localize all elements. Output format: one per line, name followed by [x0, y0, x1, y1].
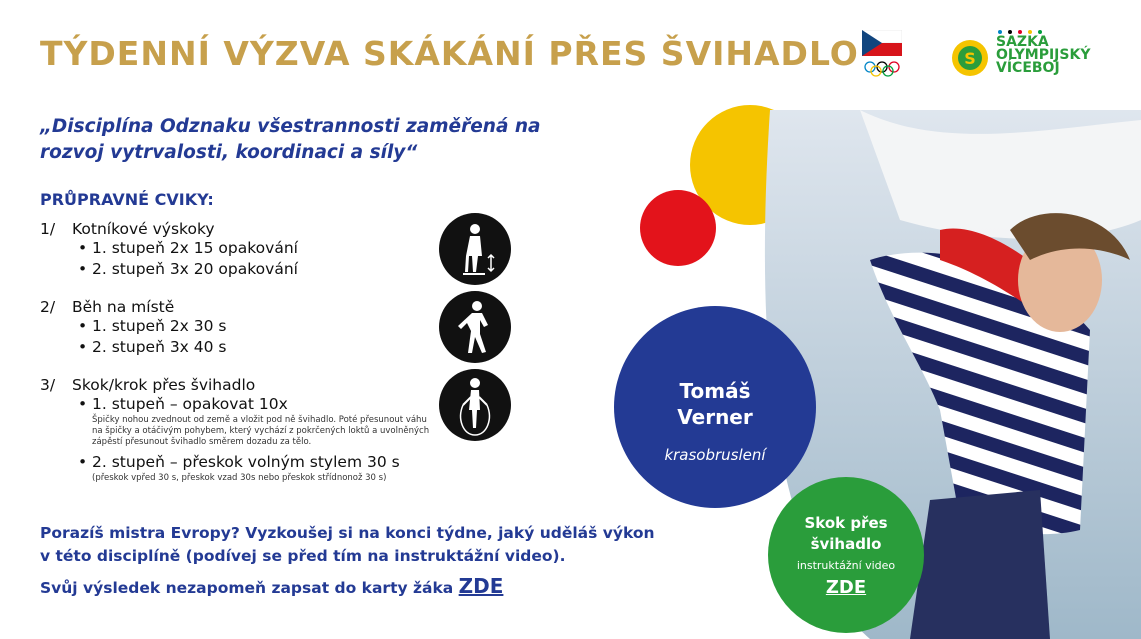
note-text: (přeskok vpřed 30 s, přeskok vzad 30s nebo přeskok střídnonož 30 s): [92, 473, 387, 483]
ankle-hop-icon: [439, 213, 511, 285]
exercise-name: Kotníkové výskoky: [72, 220, 215, 238]
list-item: • 2. stupeň 3x 20 opakování: [78, 259, 298, 280]
svg-text:S: S: [964, 49, 976, 68]
exercise-name: Skok/krok přes švihadlo: [72, 376, 256, 394]
record-line: [40, 575, 503, 600]
logo-line-2: OLYMPIJSKÝ: [996, 47, 1091, 63]
logo-line-3: VÍCEBOJ: [996, 60, 1060, 76]
record-text: Svůj výsledek nezapomeň zapsat do karty žáka: [40, 579, 454, 597]
athlete-last-name: Verner: [677, 405, 753, 429]
list-item: • 2. stupeň – přeskok volným stylem 30 s: [78, 452, 432, 473]
video-line-2: švihadlo: [810, 535, 882, 553]
video-line-1: Skok přes: [804, 514, 888, 532]
logo-text: [996, 36, 1090, 75]
exercise-name: Běh na místě: [72, 298, 175, 316]
olympic-rings-icon: [862, 60, 902, 78]
red-circle: [640, 190, 716, 266]
page-title: TÝDENNÍ VÝZVA SKÁKÁNÍ PŘES ŠVIHADLO: [40, 34, 859, 73]
logo-line-1: SAZKA: [996, 34, 1049, 50]
video-badge[interactable]: [768, 477, 924, 633]
athlete-badge: [614, 306, 816, 508]
challenge-text: Porazíš mistra Evropy? Vyzkoušej si na konci týdne, jaký uděláš výkon v této disciplíně (podívej se před tím na instruktážní video).: [40, 524, 655, 565]
jump-rope-icon: [439, 369, 511, 441]
exercise-1: [40, 220, 298, 280]
exercise-2: [40, 298, 227, 358]
quote-text: „Disciplína Odznaku všestrannosti zaměřená na rozvoj vytrvalosti, koordinaci a síly“: [40, 116, 541, 163]
note-text: Špičky nohou zvednout od země a vložit pod ně švihadlo. Poté přesunout váhu na špičky a otáčivým pohybem, který vychází z pokrčených loktů a uvolněných zápěstí přesunout švihadlo směrem dozadu za tělo.: [92, 415, 430, 447]
exercise-number: 1/: [40, 220, 56, 238]
exercise-3: [40, 376, 432, 483]
list-item: • 2. stupeň 3x 40 s: [78, 337, 227, 358]
athlete-first-name: Tomáš: [679, 379, 751, 403]
sazka-logo-icon: [950, 38, 990, 78]
zde-link[interactable]: ZDE: [458, 574, 504, 598]
exercise-note: [78, 473, 432, 483]
list-item: • 1. stupeň 2x 30 s: [78, 316, 227, 337]
list-item: • 1. stupeň – opakovat 10x: [78, 394, 432, 415]
czech-flag-icon: [862, 30, 902, 56]
exercise-note: [78, 415, 432, 448]
exercise-number: 2/: [40, 298, 56, 316]
list-item: • 1. stupeň 2x 15 opakování: [78, 238, 298, 259]
video-zde-link[interactable]: ZDE: [825, 577, 867, 598]
athlete-sport: krasobruslení: [664, 446, 766, 464]
prep-heading: PRŮPRAVNÉ CVIKY:: [40, 190, 214, 209]
running-icon: [439, 291, 511, 363]
video-subtitle: instruktážní video: [796, 559, 896, 572]
exercise-number: 3/: [40, 376, 56, 394]
